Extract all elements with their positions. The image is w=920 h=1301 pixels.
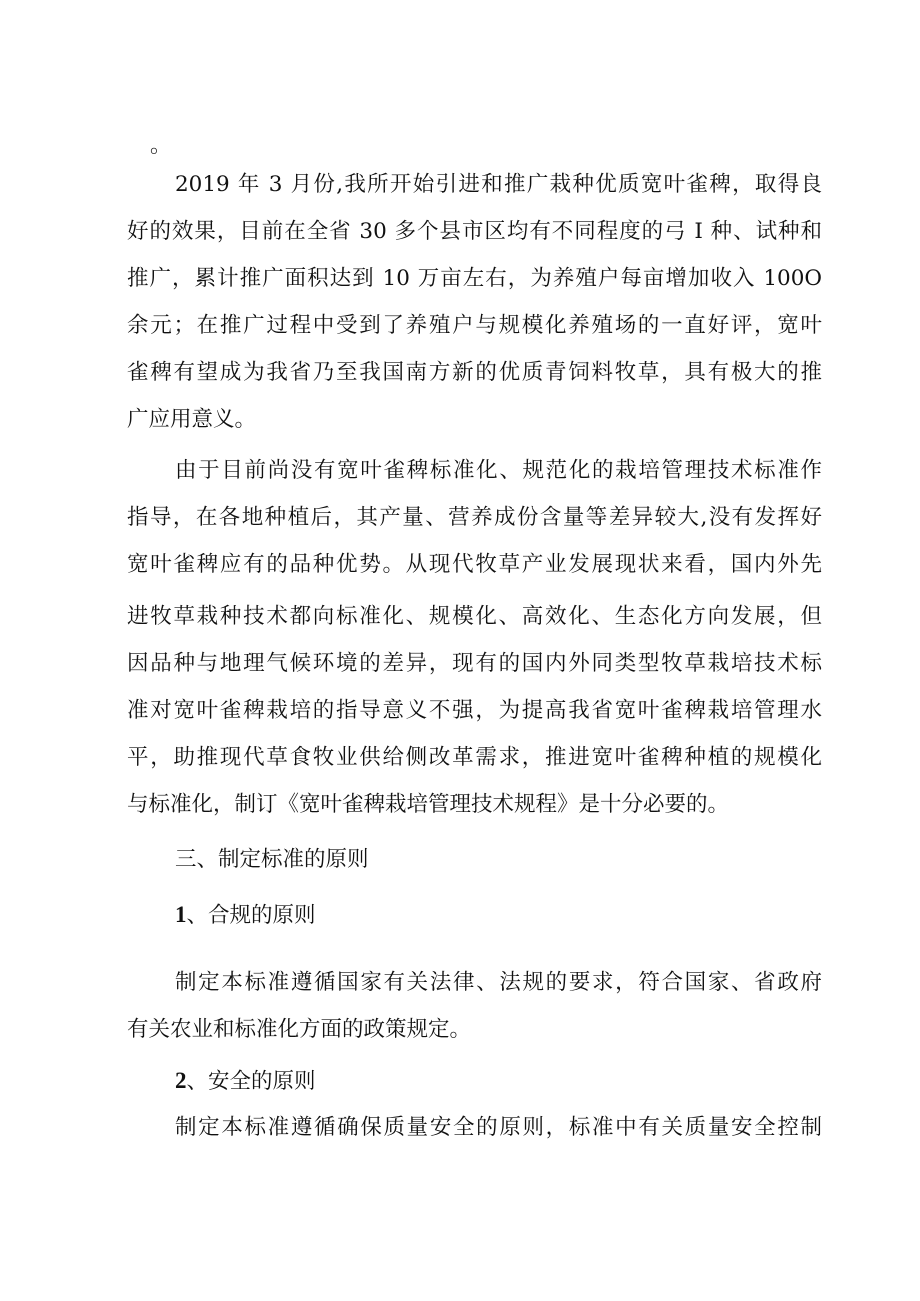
subsection-title: 、安全的原则 (186, 1069, 316, 1094)
subsection-title: 、合规的原则 (186, 903, 316, 928)
paragraph-line: 推广，累计推广面积达到 10 万亩左右，为养殖户每亩增加收入 100O (127, 266, 822, 291)
paragraph-line: 因品种与地理气候环境的差异，现有的国内外同类型牧草栽培技术标 (127, 651, 822, 676)
subsection-heading-compliance (175, 900, 822, 930)
paragraph-line: 广应用意义。 (127, 407, 257, 432)
paragraph-line: 由于目前尚没有宽叶雀稗标准化、规范化的栽培管理技术标准作 (175, 458, 822, 483)
paragraph-line: 雀稗有望成为我省乃至我国南方新的优质青饲料牧草，具有极大的推 (127, 360, 822, 385)
paragraph-line: 好的效果，目前在全省 30 多个县市区均有不同程度的弓 I 种、试种和 (127, 219, 822, 244)
paragraph-line: 制定本标准遵循确保质量安全的原则，标准中有关质量安全控制 (175, 1115, 822, 1140)
paragraph-line: 余元；在推广过程中受到了养殖户与规模化养殖场的一直好评，宽叶 (127, 313, 822, 338)
paragraph-line: 有关农业和标准化方面的政策规定。 (127, 1017, 472, 1042)
paragraph-line: 制定本标准遵循国家有关法律、法规的要求，符合国家、省政府 (175, 970, 822, 995)
subsection-number: 1 (175, 902, 187, 927)
paragraph-line: 准对宽叶雀稗栽培的指导意义不强，为提高我省宽叶雀稗栽培管理水 (127, 698, 822, 723)
paragraph-line: 与标准化，制订《宽叶雀稗栽培管理技术规程》是十分必要的。 (127, 792, 730, 817)
subsection-heading-safety (175, 1066, 822, 1096)
paragraph-line: 2019 年 3 月份,我所开始引进和推广栽种优质宽叶雀稗，取得良 (175, 172, 822, 197)
paragraph-line: 平，助推现代草食牧业供给侧改革需求，推进宽叶雀稗种植的规模化 (127, 745, 822, 770)
subsection-number: 2 (175, 1068, 187, 1093)
section-heading: 三、制定标准的原则 (175, 847, 369, 872)
stray-period: 。 (150, 133, 172, 158)
paragraph-line: 宽叶雀稗应有的品种优势。从现代牧草产业发展现状来看，国内外先 (127, 552, 822, 577)
paragraph-line: 指导，在各地种植后，其产量、营养成份含量等差异较大,没有发挥好 (127, 505, 822, 530)
paragraph-line: 进牧草栽种技术都向标准化、规模化、高效化、生态化方向发展，但 (127, 604, 822, 629)
